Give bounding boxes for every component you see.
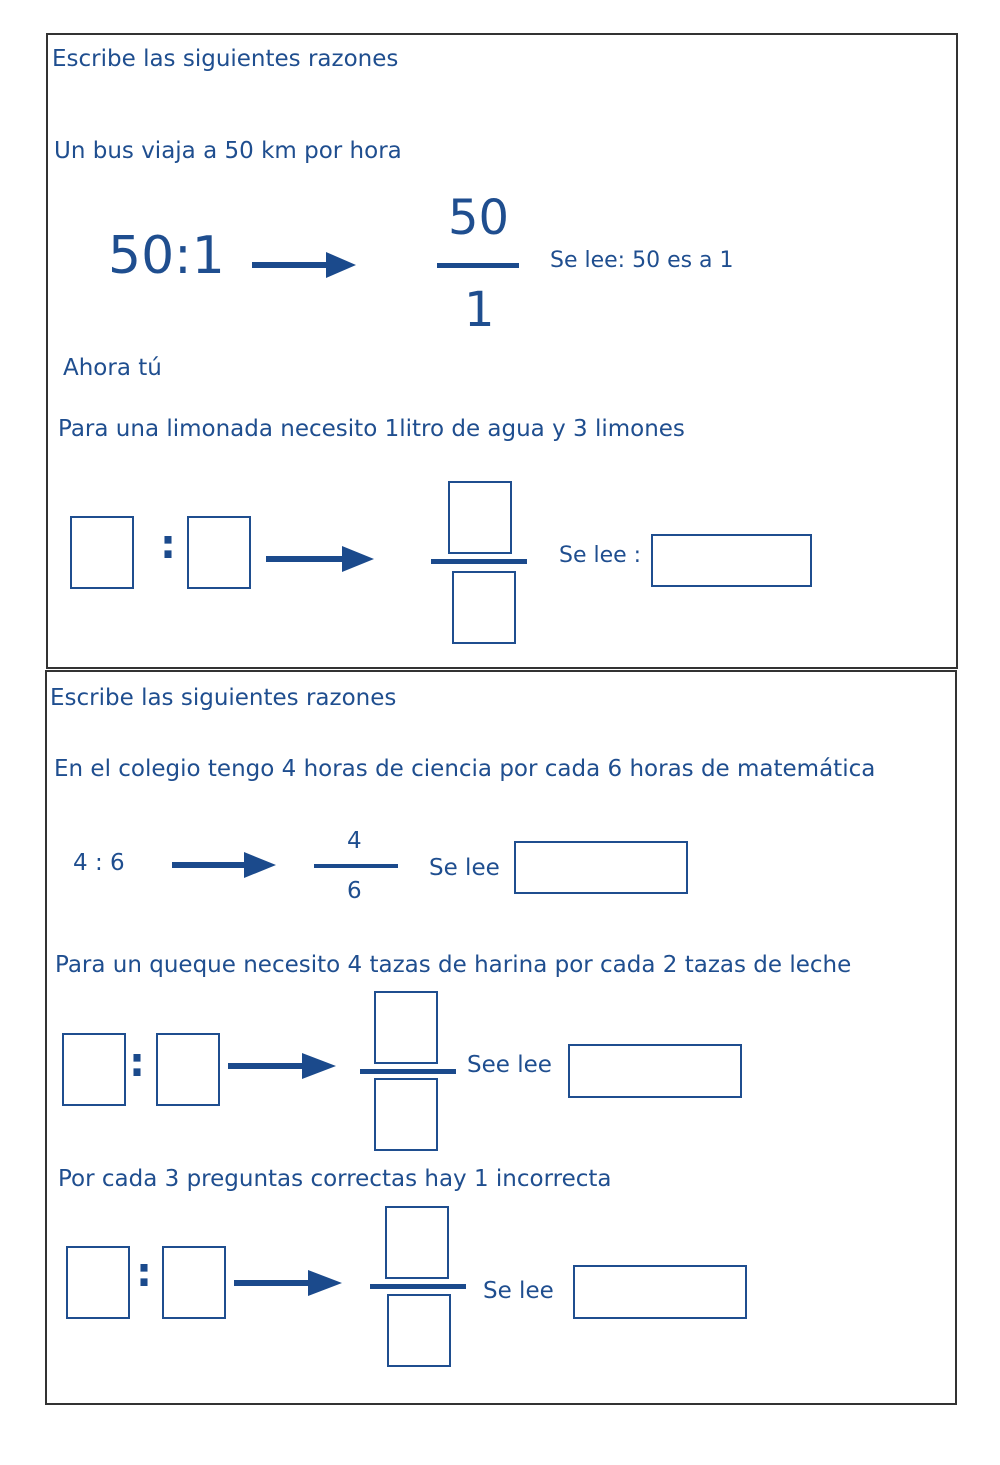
panel1-example-ratio: 50:1 — [108, 226, 225, 286]
panel2-ex2-ratio-second-input[interactable] — [162, 1246, 226, 1319]
panel2-example-reading-input[interactable] — [514, 841, 688, 894]
panel1-denominator-input[interactable] — [452, 571, 516, 644]
panel1-exercise-arrow-icon — [266, 544, 374, 574]
panel2-ex1-denominator-input[interactable] — [374, 1078, 438, 1151]
panel2-ex2-arrow-icon — [234, 1268, 342, 1298]
panel1-example-arrow-icon — [252, 250, 356, 280]
panel1-example-statement: Un bus viaja a 50 km por hora — [54, 138, 402, 164]
panel2-ex2-ratio-colon: : — [136, 1250, 152, 1296]
panel2-ex1-reading-label: See lee — [467, 1052, 552, 1078]
panel2-ex1-ratio-second-input[interactable] — [156, 1033, 220, 1106]
panel1-reading-input[interactable] — [651, 534, 812, 587]
panel2-exercise2-statement: Por cada 3 preguntas correctas hay 1 incorrecta — [58, 1166, 612, 1192]
panel2-ex2-reading-input[interactable] — [573, 1265, 747, 1319]
panel1-example-denominator: 1 — [464, 282, 495, 338]
panel2-ex1-fraction-bar — [360, 1069, 456, 1074]
panel2-ex2-fraction-bar — [370, 1284, 466, 1289]
panel2-ex2-reading-label: Se lee — [483, 1278, 554, 1304]
panel2-ex1-numerator-input[interactable] — [374, 991, 438, 1064]
panel1-example-fraction-bar — [437, 263, 519, 268]
panel2-ex1-reading-input[interactable] — [568, 1044, 742, 1098]
panel2-example-numerator: 4 — [347, 828, 362, 854]
panel1-example-numerator: 50 — [448, 190, 510, 246]
panel2-heading: Escribe las siguientes razones — [50, 685, 397, 711]
panel1-heading: Escribe las siguientes razones — [52, 46, 399, 72]
panel1-practice-intro: Ahora tú — [63, 355, 162, 381]
panel2-ex2-ratio-first-input[interactable] — [66, 1246, 130, 1319]
panel2-ex2-denominator-input[interactable] — [387, 1294, 451, 1367]
panel2-example-arrow-icon — [172, 850, 276, 880]
panel1-numerator-input[interactable] — [448, 481, 512, 554]
panel2-ex1-arrow-icon — [228, 1051, 336, 1081]
panel1-ratio-colon: : — [160, 522, 176, 568]
panel1-exercise-fraction-bar — [431, 559, 527, 564]
panel2-example-denominator: 6 — [347, 878, 362, 904]
panel2-exercise1-statement: Para un queque necesito 4 tazas de harina por cada 2 tazas de leche — [55, 952, 852, 978]
panel1-reading-label: Se lee : — [559, 543, 642, 568]
panel1-ratio-first-input[interactable] — [70, 516, 134, 589]
panel2-ex1-ratio-colon: : — [129, 1040, 145, 1086]
panel2-example-ratio: 4 : 6 — [73, 850, 125, 876]
panel1-exercise-statement: Para una limonada necesito 1litro de agua y 3 limones — [58, 416, 685, 442]
panel1-ratio-second-input[interactable] — [187, 516, 251, 589]
panel2-ex1-ratio-first-input[interactable] — [62, 1033, 126, 1106]
panel2-example-fraction-bar — [314, 864, 398, 868]
panel1-example-reading: Se lee: 50 es a 1 — [550, 248, 734, 273]
panel2-example-statement: En el colegio tengo 4 horas de ciencia por cada 6 horas de matemática — [54, 756, 876, 782]
panel2-example-reading-label: Se lee — [429, 855, 500, 881]
panel2-ex2-numerator-input[interactable] — [385, 1206, 449, 1279]
